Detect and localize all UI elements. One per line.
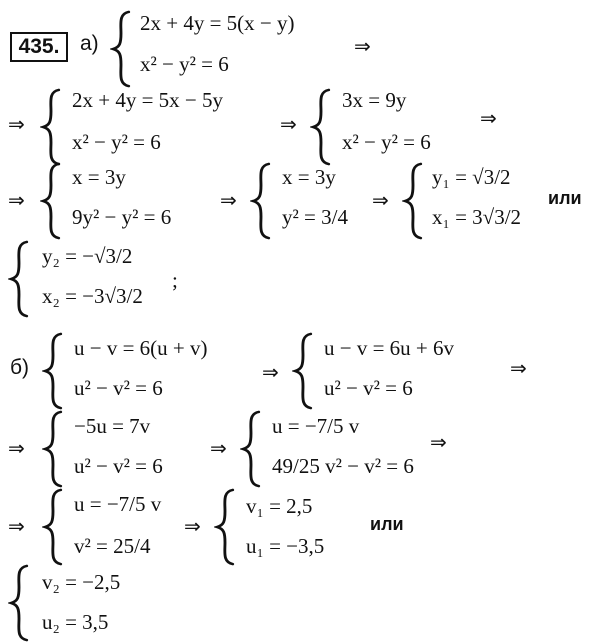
part-a-label: а) xyxy=(80,32,99,55)
a-s7-line2: x₂ = −3√3/2 xyxy=(42,284,143,308)
b-s1-line1: u − v = 6(u + v) xyxy=(74,336,208,360)
semicolon: ; xyxy=(172,268,178,292)
system-brace xyxy=(42,410,64,488)
system-brace xyxy=(42,332,64,410)
a-s7-line1: y₂ = −√3/2 xyxy=(42,244,133,268)
system-brace xyxy=(110,10,132,88)
b-s5-line1: u = −7/5 v xyxy=(74,492,162,516)
a-s1-line2: x² − y² = 6 xyxy=(140,52,229,76)
system-brace xyxy=(40,88,62,166)
b-s5-line2: v² = 25/4 xyxy=(74,534,151,558)
system-brace xyxy=(8,564,30,642)
b-s1-line2: u² − v² = 6 xyxy=(74,376,163,400)
implies-arrow: ⇒ xyxy=(430,430,447,454)
system-brace xyxy=(310,88,332,166)
implies-arrow: ⇒ xyxy=(8,188,25,212)
system-brace xyxy=(250,162,272,240)
b-s7-line2: u₂ = 3,5 xyxy=(42,610,109,634)
system-brace xyxy=(214,488,236,566)
a-s6-line1: y₁ = √3/2 xyxy=(432,165,511,189)
implies-arrow: ⇒ xyxy=(210,436,227,460)
system-brace xyxy=(8,240,30,318)
system-brace xyxy=(292,332,314,410)
b-s6-line2: u₁ = −3,5 xyxy=(246,534,325,558)
problem-number: 435. xyxy=(10,32,68,62)
implies-arrow: ⇒ xyxy=(8,112,25,136)
or-word: или xyxy=(370,514,404,534)
a-s3-line2: x² − y² = 6 xyxy=(342,130,431,154)
a-s6-line2: x₁ = 3√3/2 xyxy=(432,205,522,229)
b-s7-line1: v₂ = −2,5 xyxy=(42,570,121,594)
implies-arrow: ⇒ xyxy=(280,112,297,136)
system-brace xyxy=(240,410,262,488)
implies-arrow: ⇒ xyxy=(220,188,237,212)
implies-arrow: ⇒ xyxy=(510,356,527,380)
a-s3-line1: 3x = 9y xyxy=(342,88,407,112)
a-s1-line1: 2x + 4y = 5(x − y) xyxy=(140,11,295,35)
implies-arrow: ⇒ xyxy=(262,360,279,384)
b-s3-line1: −5u = 7v xyxy=(74,414,151,438)
b-s2-line2: u² − v² = 6 xyxy=(324,376,413,400)
a-s4-line2: 9y² − y² = 6 xyxy=(72,205,172,229)
implies-arrow: ⇒ xyxy=(8,514,25,538)
or-word: или xyxy=(548,188,582,208)
system-brace xyxy=(42,488,64,566)
b-s6-line1: v₁ = 2,5 xyxy=(246,494,313,518)
system-brace xyxy=(40,162,62,240)
implies-arrow: ⇒ xyxy=(372,188,389,212)
a-s4-line1: x = 3y xyxy=(72,165,126,189)
b-s3-line2: u² − v² = 6 xyxy=(74,454,163,478)
implies-arrow: ⇒ xyxy=(8,436,25,460)
a-s2-line1: 2x + 4y = 5x − 5y xyxy=(72,88,224,112)
implies-arrow: ⇒ xyxy=(184,514,201,538)
part-b-label: б) xyxy=(10,356,30,379)
b-s4-line1: u = −7/5 v xyxy=(272,414,360,438)
a-s5-line1: x = 3y xyxy=(282,165,336,189)
a-s5-line2: y² = 3/4 xyxy=(282,205,348,229)
system-brace xyxy=(402,162,424,240)
implies-arrow: ⇒ xyxy=(480,106,497,130)
implies-arrow: ⇒ xyxy=(354,34,371,58)
b-s4-line2: 49/25 v² − v² = 6 xyxy=(272,454,414,478)
a-s2-line2: x² − y² = 6 xyxy=(72,130,161,154)
b-s2-line1: u − v = 6u + 6v xyxy=(324,336,455,360)
